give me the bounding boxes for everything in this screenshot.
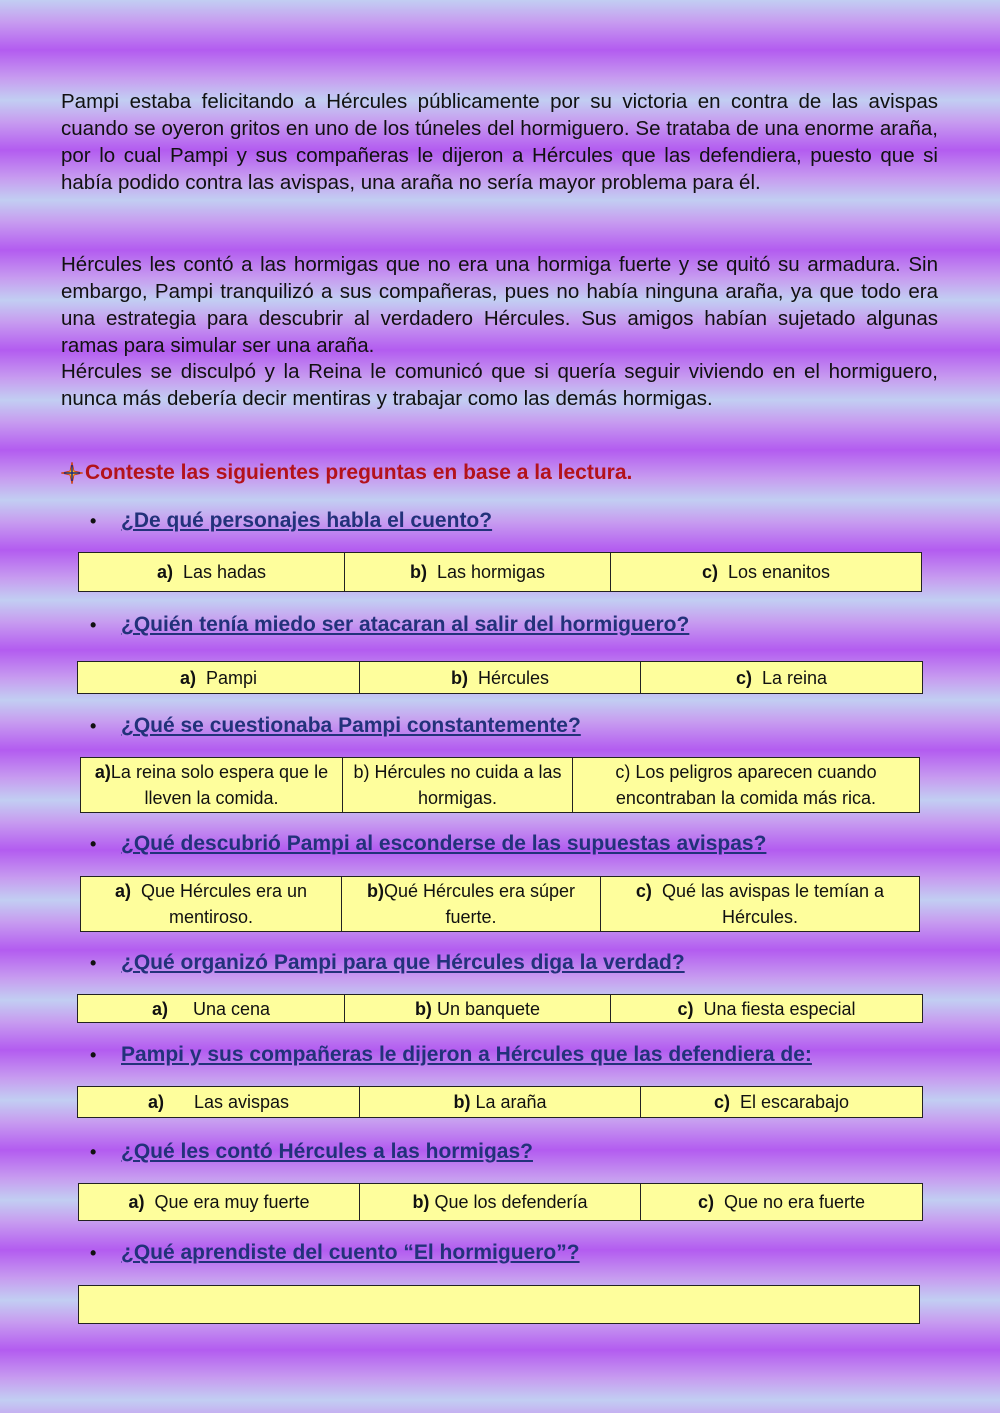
option-b[interactable]: b)Qué Hércules era súper fuerte. <box>342 877 601 932</box>
question-text: Pampi y sus compañeras le dijeron a Hércules que las defendiera de: <box>121 1043 812 1066</box>
option-a[interactable]: a)La reina solo espera que le lleven la comida. <box>81 758 343 813</box>
option-c[interactable]: c) Que no era fuerte <box>641 1184 923 1221</box>
instruction-text: Conteste las siguientes preguntas en base a la lectura. <box>85 461 633 484</box>
options-table-4 <box>80 876 920 932</box>
options-table-1 <box>78 552 922 592</box>
reading-paragraph-1: Pampi estaba felicitando a Hércules públicamente por su victoria en contra de las avispas cuando se oyeron gritos en uno de los túneles del hormiguero. Se trataba de una enorme araña, por lo cual Pampi y sus compañeras le dijeron a Hércules que las defendiera, puesto que si había podido contra las avispas, una araña no sería mayor problema para él. <box>61 90 938 194</box>
question-text: ¿Qué descubrió Pampi al esconderse de las supuestas avispas? <box>121 832 767 855</box>
option-a[interactable]: a) Una cena <box>78 995 345 1023</box>
question-4 <box>90 829 766 859</box>
bullet: • <box>90 614 97 635</box>
options-table-3 <box>80 757 920 813</box>
option-c[interactable]: c) Los peligros aparecen cuando encontraban la comida más rica. <box>573 758 920 813</box>
bullet: • <box>90 1044 97 1065</box>
options-table-6 <box>77 1086 923 1118</box>
options-table-7 <box>78 1183 923 1221</box>
bullet: • <box>90 510 97 531</box>
question-text: ¿Qué aprendiste del cuento “El hormiguero”? <box>121 1241 580 1264</box>
question-text: ¿Quién tenía miedo ser atacaran al salir del hormiguero? <box>121 613 690 636</box>
option-a[interactable]: a) Que era muy fuerte <box>79 1184 360 1221</box>
reading-paragraph-3: Hércules se disculpó y la Reina le comunicó que si quería seguir viviendo en el hormiguero, nunca más debería decir mentiras y trabajar como las demás hormigas. <box>61 360 938 410</box>
question-8 <box>90 1238 580 1268</box>
option-b[interactable]: b) Hércules <box>360 662 641 694</box>
bullet: • <box>90 1141 97 1162</box>
question-text: ¿Qué se cuestionaba Pampi constantemente? <box>121 714 581 737</box>
option-c[interactable]: c) Los enanitos <box>611 553 922 592</box>
option-a[interactable]: a) Pampi <box>78 662 360 694</box>
option-a[interactable]: a) Que Hércules era un mentiroso. <box>81 877 342 932</box>
question-3 <box>90 711 581 741</box>
options-table-5 <box>77 994 923 1023</box>
bullet: • <box>90 1242 97 1263</box>
question-1 <box>90 506 492 536</box>
reading-paragraph-2: Hércules les contó a las hormigas que no era una hormiga fuerte y se quitó su armadura. Sin embargo, Pampi tranquilizó a sus compañeras, pues no había ninguna araña, ya que todo era una estrategia para descubrir al verdadero Hércules. Sus amigos habían sujetado algunas ramas para simular ser una araña. <box>61 253 938 357</box>
option-c[interactable]: c) El escarabajo <box>641 1087 923 1118</box>
option-c[interactable]: c) Una fiesta especial <box>611 995 923 1023</box>
answer-text-box[interactable] <box>78 1285 920 1324</box>
four-point-star-icon <box>61 462 83 484</box>
instruction-heading <box>61 458 632 488</box>
option-a[interactable]: a) Las hadas <box>79 553 345 592</box>
question-7 <box>90 1137 533 1167</box>
bullet: • <box>90 715 97 736</box>
question-text: ¿Qué les contó Hércules a las hormigas? <box>121 1140 533 1163</box>
options-table-2 <box>77 661 923 694</box>
option-b[interactable]: b) Las hormigas <box>345 553 611 592</box>
option-b[interactable]: b) Un banquete <box>345 995 611 1023</box>
option-b[interactable]: b) Que los defendería <box>360 1184 641 1221</box>
bullet: • <box>90 833 97 854</box>
question-2 <box>90 610 689 640</box>
question-text: ¿Qué organizó Pampi para que Hércules diga la verdad? <box>121 951 685 974</box>
option-c[interactable]: c) La reina <box>641 662 923 694</box>
question-6 <box>90 1040 812 1070</box>
option-a[interactable]: a) Las avispas <box>78 1087 360 1118</box>
option-c[interactable]: c) Qué las avispas le temían a Hércules. <box>601 877 920 932</box>
question-5 <box>90 948 685 978</box>
option-b[interactable]: b) La araña <box>360 1087 641 1118</box>
bullet: • <box>90 952 97 973</box>
option-b[interactable]: b) Hércules no cuida a las hormigas. <box>343 758 573 813</box>
question-text: ¿De qué personajes habla el cuento? <box>121 509 493 532</box>
